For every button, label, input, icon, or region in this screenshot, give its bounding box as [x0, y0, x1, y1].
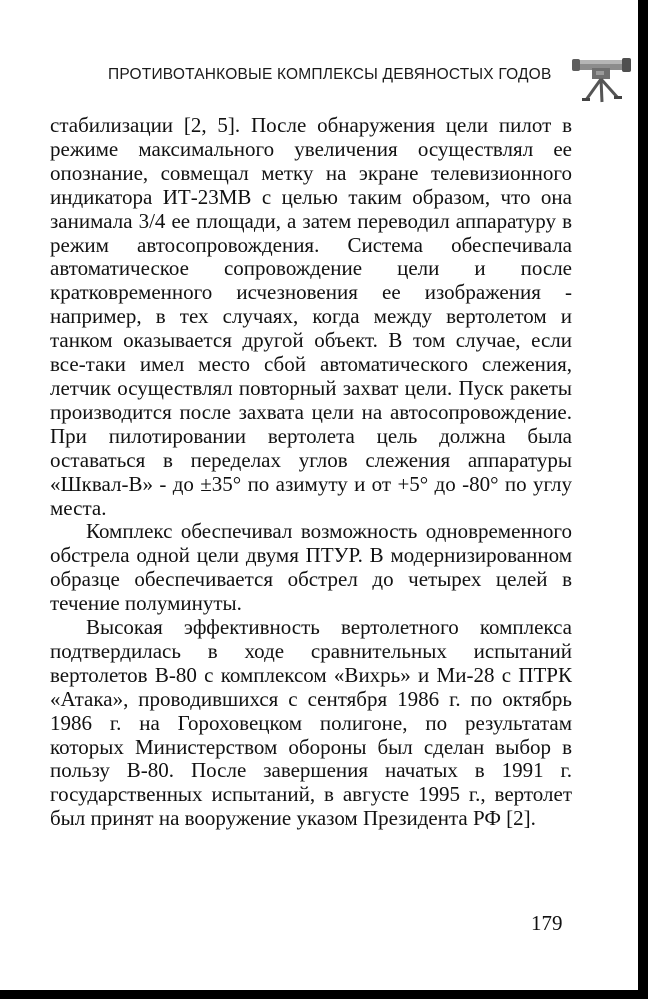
paragraph-3: Высокая эффективность вертолетного комплекса подтвердилась в ходе сравнительных испытаний вертолетов В-80 с комплексом «Вихрь» и Ми-28 с ПТРК «Атака», проводившихся с сентября 1986 г. по октябрь 1986 г. на Гороховецком полигоне, по результатам которых Министерством обороны был сделан выбор в пользу В-80. После завершения начатых в 1991 г. государственных испытаний, в августе 1995 г., вертолет был принят на вооружение указом Президента РФ [2]. — [50, 615, 572, 831]
running-head: ПРОТИВОТАНКОВЫЕ КОМПЛЕКСЫ ДЕВЯНОСТЫХ ГОДОВ — [108, 66, 552, 83]
paragraph-2: Комплекс обеспечивал возможность одновременного обстрела одной цели двумя ПТУР. В модернизированном образце обеспечивается обстрел до четырех целей в течение полуминуты. — [50, 519, 572, 616]
missile-launcher-icon — [572, 52, 632, 104]
page-number: 179 — [531, 911, 563, 935]
paragraph-1: стабилизации [2, 5]. После обнаружения цели пилот в режиме максимального увеличения осуществлял ее опознание, совмещал метку на экране телевизионного индикатора ИТ-23МВ с целью таким образом, что она занимала 3/4 ее площади, а затем переводил аппаратуру в режим автосопровождения. Система обеспечивала автоматическое сопровождение цели и после кратковременного исчезновения ее изображения - например, в тех случаях, когда между вертолетом и танком оказывается другой объект. В том случае, если все-таки имел место сбой автоматического слежения, летчик осуществлял повторный захват цели. Пуск ракеты производится после захвата цели на автосопровождение. При пилотировании вертолета цель должна была оставаться в переделах углов слежения аппаратуры «Шквал-В» - до ±35° по азимуту и от +5° до -80° по углу места. — [50, 113, 572, 520]
body-text — [50, 114, 572, 831]
